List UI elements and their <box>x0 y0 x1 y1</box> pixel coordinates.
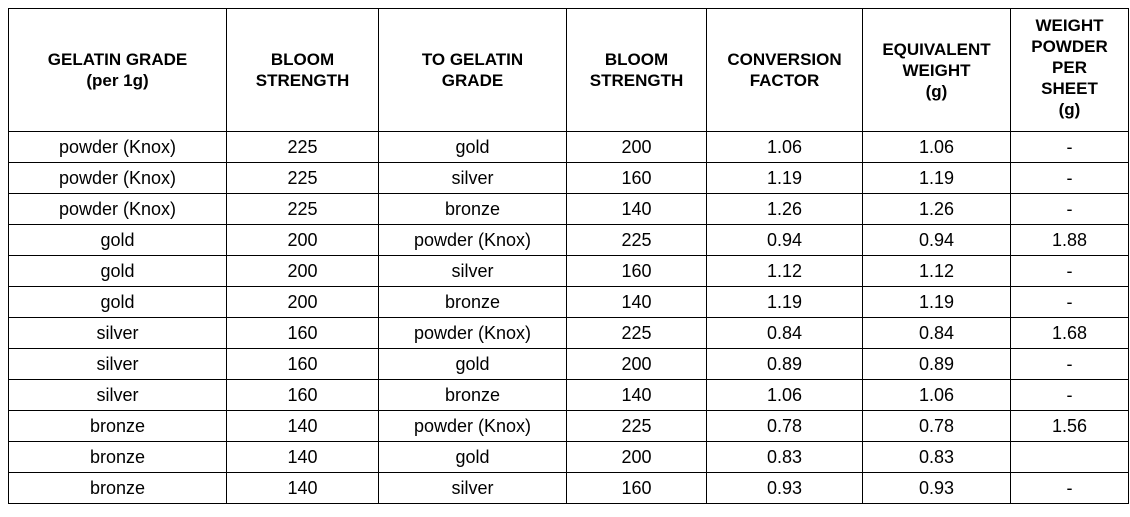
cell-weight-powder-per-sheet: 1.68 <box>1011 318 1129 349</box>
cell-weight-powder-per-sheet: - <box>1011 287 1129 318</box>
cell-gelatin-grade: gold <box>9 256 227 287</box>
cell-gelatin-grade: bronze <box>9 411 227 442</box>
cell-equivalent-weight: 1.19 <box>863 287 1011 318</box>
cell-to-bloom-strength: 160 <box>567 163 707 194</box>
cell-conversion-factor: 0.93 <box>707 473 863 504</box>
cell-to-gelatin-grade: gold <box>379 132 567 163</box>
header-line: SHEET <box>1041 78 1098 98</box>
cell-to-bloom-strength: 140 <box>567 380 707 411</box>
header-text <box>227 49 378 91</box>
cell-equivalent-weight: 1.26 <box>863 194 1011 225</box>
table-row <box>9 473 1129 504</box>
cell-conversion-factor: 1.06 <box>707 380 863 411</box>
header-to-gelatin-grade <box>379 9 567 132</box>
table-row <box>9 318 1129 349</box>
header-line: FACTOR <box>749 71 820 90</box>
cell-equivalent-weight: 0.83 <box>863 442 1011 473</box>
cell-conversion-factor: 1.12 <box>707 256 863 287</box>
header-line: (per 1g) <box>86 71 149 90</box>
cell-bloom-strength: 225 <box>227 163 379 194</box>
gelatin-conversion-table <box>8 8 1129 504</box>
cell-bloom-strength: 160 <box>227 349 379 380</box>
cell-weight-powder-per-sheet: - <box>1011 380 1129 411</box>
cell-gelatin-grade: silver <box>9 349 227 380</box>
header-line: PER <box>1052 57 1087 77</box>
cell-gelatin-grade: bronze <box>9 442 227 473</box>
cell-gelatin-grade: silver <box>9 318 227 349</box>
cell-bloom-strength: 200 <box>227 256 379 287</box>
cell-conversion-factor: 1.26 <box>707 194 863 225</box>
cell-to-bloom-strength: 140 <box>567 194 707 225</box>
cell-bloom-strength: 140 <box>227 442 379 473</box>
table-row <box>9 163 1129 194</box>
cell-conversion-factor: 0.84 <box>707 318 863 349</box>
header-line: POWDER <box>1031 36 1108 56</box>
cell-conversion-factor: 1.06 <box>707 132 863 163</box>
cell-conversion-factor: 0.83 <box>707 442 863 473</box>
table-body <box>9 132 1129 504</box>
cell-to-bloom-strength: 225 <box>567 411 707 442</box>
cell-gelatin-grade: gold <box>9 225 227 256</box>
header-line: BLOOM <box>270 50 335 69</box>
cell-weight-powder-per-sheet: - <box>1011 194 1129 225</box>
cell-equivalent-weight: 1.06 <box>863 380 1011 411</box>
cell-conversion-factor: 0.89 <box>707 349 863 380</box>
table-header <box>9 9 1129 132</box>
cell-gelatin-grade: powder (Knox) <box>9 163 227 194</box>
header-line: WEIGHT <box>1035 15 1104 35</box>
cell-to-bloom-strength: 225 <box>567 318 707 349</box>
cell-gelatin-grade: powder (Knox) <box>9 194 227 225</box>
cell-to-gelatin-grade: silver <box>379 473 567 504</box>
cell-weight-powder-per-sheet: - <box>1011 132 1129 163</box>
cell-to-gelatin-grade: powder (Knox) <box>379 318 567 349</box>
cell-conversion-factor: 1.19 <box>707 163 863 194</box>
cell-to-bloom-strength: 225 <box>567 225 707 256</box>
cell-to-gelatin-grade: bronze <box>379 287 567 318</box>
table-row <box>9 256 1129 287</box>
cell-bloom-strength: 200 <box>227 225 379 256</box>
cell-to-gelatin-grade: powder (Knox) <box>379 411 567 442</box>
table-row <box>9 411 1129 442</box>
table-row <box>9 349 1129 380</box>
header-line: (g) <box>925 81 948 101</box>
cell-to-gelatin-grade: silver <box>379 163 567 194</box>
cell-equivalent-weight: 0.89 <box>863 349 1011 380</box>
cell-weight-powder-per-sheet: - <box>1011 256 1129 287</box>
header-text <box>567 49 706 91</box>
cell-to-gelatin-grade: gold <box>379 442 567 473</box>
header-line: BLOOM <box>604 50 669 69</box>
cell-equivalent-weight: 1.12 <box>863 256 1011 287</box>
header-text <box>707 49 862 91</box>
cell-equivalent-weight: 1.19 <box>863 163 1011 194</box>
header-gelatin-grade <box>9 9 227 132</box>
header-line: (g) <box>1058 99 1081 119</box>
cell-bloom-strength: 225 <box>227 132 379 163</box>
cell-weight-powder-per-sheet: - <box>1011 163 1129 194</box>
cell-to-bloom-strength: 140 <box>567 287 707 318</box>
cell-bloom-strength: 160 <box>227 318 379 349</box>
cell-to-gelatin-grade: powder (Knox) <box>379 225 567 256</box>
table-row <box>9 194 1129 225</box>
header-equivalent-weight <box>863 9 1011 132</box>
header-line: TO GELATIN <box>421 50 524 69</box>
header-line: WEIGHT <box>902 60 971 80</box>
header-line: EQUIVALENT <box>882 39 991 59</box>
header-line: STRENGTH <box>589 71 684 90</box>
cell-bloom-strength: 140 <box>227 411 379 442</box>
cell-equivalent-weight: 0.78 <box>863 411 1011 442</box>
cell-gelatin-grade: powder (Knox) <box>9 132 227 163</box>
header-bloom-strength <box>227 9 379 132</box>
header-weight-powder-per-sheet <box>1011 9 1129 132</box>
cell-conversion-factor: 1.19 <box>707 287 863 318</box>
cell-equivalent-weight: 1.06 <box>863 132 1011 163</box>
header-conversion-factor <box>707 9 863 132</box>
cell-conversion-factor: 0.94 <box>707 225 863 256</box>
table-row <box>9 380 1129 411</box>
cell-bloom-strength: 140 <box>227 473 379 504</box>
cell-to-bloom-strength: 160 <box>567 256 707 287</box>
header-text <box>863 39 1010 102</box>
cell-bloom-strength: 200 <box>227 287 379 318</box>
table-row <box>9 132 1129 163</box>
cell-gelatin-grade: silver <box>9 380 227 411</box>
header-line: CONVERSION <box>727 50 842 69</box>
cell-gelatin-grade: gold <box>9 287 227 318</box>
cell-equivalent-weight: 0.84 <box>863 318 1011 349</box>
header-line: GRADE <box>441 71 504 90</box>
cell-to-bloom-strength: 200 <box>567 132 707 163</box>
table-row <box>9 225 1129 256</box>
header-line: GELATIN GRADE <box>47 50 188 69</box>
cell-weight-powder-per-sheet: - <box>1011 473 1129 504</box>
cell-to-gelatin-grade: bronze <box>379 194 567 225</box>
cell-weight-powder-per-sheet: 1.56 <box>1011 411 1129 442</box>
cell-to-bloom-strength: 200 <box>567 349 707 380</box>
header-row <box>9 9 1129 132</box>
cell-bloom-strength: 225 <box>227 194 379 225</box>
cell-bloom-strength: 160 <box>227 380 379 411</box>
cell-to-bloom-strength: 160 <box>567 473 707 504</box>
cell-equivalent-weight: 0.93 <box>863 473 1011 504</box>
cell-to-gelatin-grade: silver <box>379 256 567 287</box>
cell-to-gelatin-grade: gold <box>379 349 567 380</box>
cell-weight-powder-per-sheet: 1.88 <box>1011 225 1129 256</box>
cell-weight-powder-per-sheet <box>1011 442 1129 473</box>
cell-equivalent-weight: 0.94 <box>863 225 1011 256</box>
table-row <box>9 287 1129 318</box>
header-text <box>1031 15 1108 120</box>
cell-gelatin-grade: bronze <box>9 473 227 504</box>
cell-to-gelatin-grade: bronze <box>379 380 567 411</box>
header-text <box>9 49 226 91</box>
header-to-bloom-strength <box>567 9 707 132</box>
cell-conversion-factor: 0.78 <box>707 411 863 442</box>
header-line: STRENGTH <box>255 71 350 90</box>
cell-to-bloom-strength: 200 <box>567 442 707 473</box>
cell-weight-powder-per-sheet: - <box>1011 349 1129 380</box>
header-text <box>379 49 566 91</box>
table-row <box>9 442 1129 473</box>
